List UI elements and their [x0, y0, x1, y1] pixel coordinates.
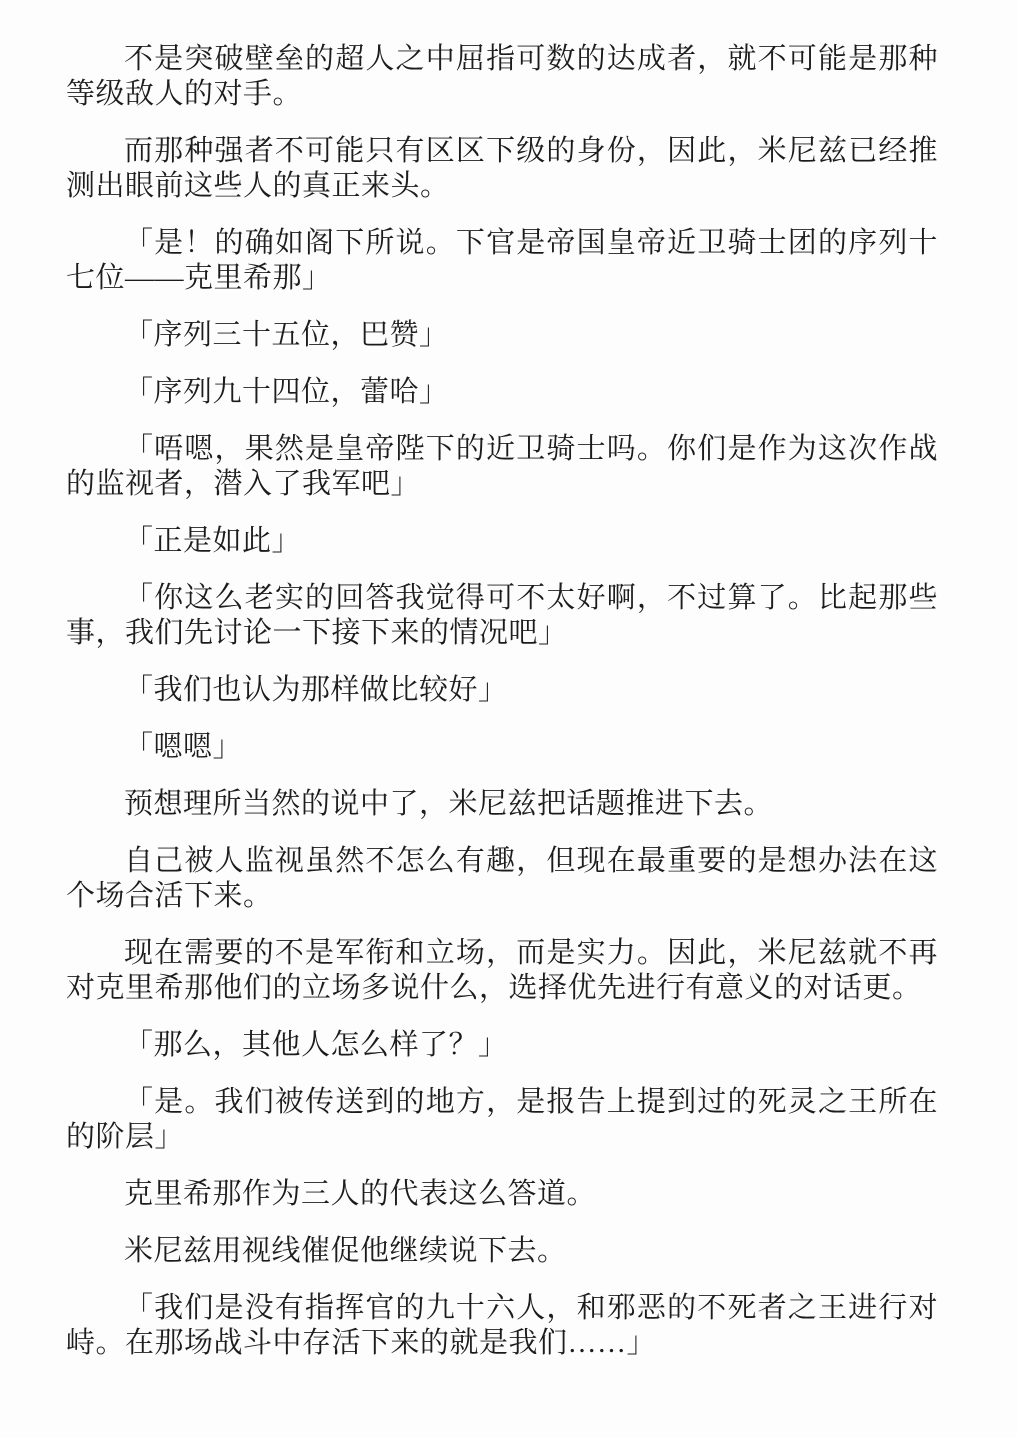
- paragraph: 而那种强者不可能只有区区下级的身份，因此，米尼兹已经推测出眼前这些人的真正来头。: [66, 135, 938, 202]
- paragraph: 现在需要的不是军衔和立场，而是实力。因此，米尼兹就不再对克里希那他们的立场多说什么，选择优先进行有意义的对话更。: [66, 937, 938, 1004]
- paragraph: 「正是如此」: [124, 525, 302, 557]
- paragraph: 不是突破壁垒的超人之中屈指可数的达成者，就不可能是那种等级敌人的对手。: [66, 43, 938, 110]
- paragraph: 「我们也认为那样做比较好」: [124, 674, 508, 706]
- paragraph: 「是！的确如阁下所说。下官是帝国皇帝近卫骑士团的序列十七位——克里希那」: [66, 227, 938, 294]
- paragraph: 「唔嗯，果然是皇帝陛下的近卫骑士吗。你们是作为这次作战的监视者，潜入了我军吧」: [66, 433, 938, 500]
- paragraph: 「你这么老实的回答我觉得可不太好啊，不过算了。比起那些事，我们先讨论一下接下来的情况吧」: [66, 582, 938, 649]
- paragraph: 预想理所当然的说中了，米尼兹把话题推进下去。: [124, 788, 774, 820]
- paragraph: 「我们是没有指挥官的九十六人，和邪恶的不死者之王进行对峙。在那场战斗中存活下来的就是我们……」: [66, 1292, 938, 1359]
- paragraph: 「嗯嗯」: [124, 731, 243, 763]
- text-content: [66, 42, 938, 1383]
- paragraph: 「序列三十五位，巴赞」: [124, 319, 449, 351]
- paragraph: 「那么，其他人怎么样了？」: [124, 1029, 508, 1061]
- paragraph: 「序列九十四位，蕾哈」: [124, 376, 449, 408]
- paragraph: 自己被人监视虽然不怎么有趣，但现在最重要的是想办法在这个场合活下来。: [66, 845, 938, 912]
- paragraph: 克里希那作为三人的代表这么答道。: [124, 1178, 597, 1210]
- paragraph: 米尼兹用视线催促他继续说下去。: [124, 1235, 567, 1267]
- paragraph: 「是。我们被传送到的地方，是报告上提到过的死灵之王所在的阶层」: [66, 1086, 938, 1153]
